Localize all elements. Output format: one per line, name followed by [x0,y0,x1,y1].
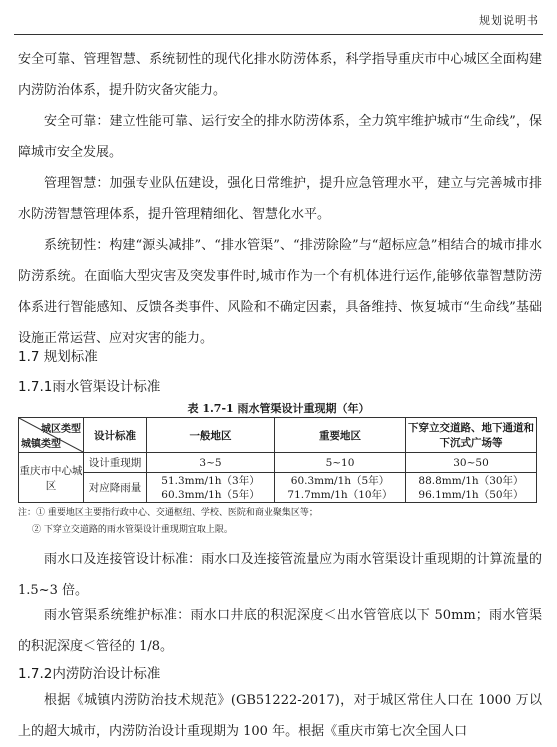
cell-general-return-period: 3~5 [147,453,275,473]
cell-important-rainfall [275,473,406,503]
cell-underpass-rainfall [406,473,537,503]
rainfall-value: 51.3mm/1h（3年） [161,474,260,487]
paragraph-maintenance-standard: 雨水管渠系统维护标准：雨水口井底的积泥深度＜出水管管底以下 50mm；雨水管渠的积泥深度＜管径的 1/8。 [18,608,542,654]
header-underpass: 下穿立交道路、地下通道和下沉式广场等 [406,418,537,453]
paragraph-inlet-standard: 雨水口及连接管设计标准：雨水口及连接管流量应为雨水管渠设计重现期的计算流量的 1.5~3 倍。 [18,552,542,598]
rainfall-value: 88.8mm/1h（30年） [418,474,524,487]
section-heading-1-7-2: 1.7.2内涝防治设计标准 [18,666,161,682]
header-general-area: 一般地区 [147,418,275,453]
rain-pipe-standard-table [18,417,537,503]
rainfall-value: 60.3mm/1h（5年） [161,488,260,501]
table-header-row [19,418,537,453]
cell-underpass-return-period: 30~50 [406,453,537,473]
document-header-label: 规划说明书 [479,14,539,27]
table-corner-cell [19,418,84,453]
rainfall-value: 96.1mm/1h（50年） [418,488,524,501]
paragraph-system-resilience: 系统韧性：构建“源头减排”、“排水管渠”、“排涝除险”与“超标应急”相结合的城市排水防涝系统。在面临大型灾害及突发事件时,城市作为一个有机体进行运作,能够依靠智慧防涝体系进行智能感知、反馈各类事件、风险和不确定因素，具备维持、恢复城市“生命线”基础设施正常运营、应对灾害的能力。 [18,238,542,346]
table-row [19,473,537,503]
city-cell: 重庆市中心城区 [19,453,84,503]
paragraph-safe-reliable: 安全可靠：建立性能可靠、运行安全的排水防涝体系，全力筑牢维护城市“生命线”，保障城市安全发展。 [18,114,542,160]
header-important-area: 重要地区 [275,418,406,453]
header-design-standard: 设计标准 [84,418,147,453]
rainfall-value: 60.3mm/1h（5年） [290,474,390,487]
table-notes [18,505,318,539]
corner-label-bottom: 城镇类型 [21,439,61,450]
header-divider [14,34,543,35]
row-label-rainfall: 对应降雨量 [84,473,147,503]
cell-general-rainfall [147,473,275,503]
note-1: 注：① 重要地区主要指行政中心、交通枢纽、学校、医院和商业聚集区等； [18,508,318,518]
paragraph-smart-management: 管理智慧：加强专业队伍建设，强化日常维护，提升应急管理水平，建立与完善城市排水防涝智慧管理体系，提升管理精细化、智慧化水平。 [18,176,542,222]
table-caption: 表 1.7-1 雨水管渠设计重现期（年） [187,402,370,415]
note-2: ② 下穿立交道路的雨水管渠设计重现期宜取上限。 [32,525,233,535]
section-heading-1-7-1: 1.7.1雨水管渠设计标准 [18,379,161,395]
paragraph-waterlogging-standard: 根据《城镇内涝防治技术规范》(GB51222-2017)，对于城区常住人口在 1000 万以上的超大城市，内涝防治设计重现期为 100 年。根据《重庆市第七次全国人口 [18,693,542,739]
paragraph-intro: 安全可靠、管理智慧、系统韧性的现代化排水防涝体系，科学指导重庆市中心城区全面构建内涝防治体系，提升防灾备灾能力。 [18,52,542,98]
row-label-return-period: 设计重现期 [84,453,147,473]
section-heading-1-7: 1.7 规划标准 [18,349,98,365]
rainfall-value: 71.7mm/1h（10年） [287,488,393,501]
cell-important-return-period: 5~10 [275,453,406,473]
table-row [19,453,537,473]
corner-label-top: 城区类型 [41,424,81,435]
